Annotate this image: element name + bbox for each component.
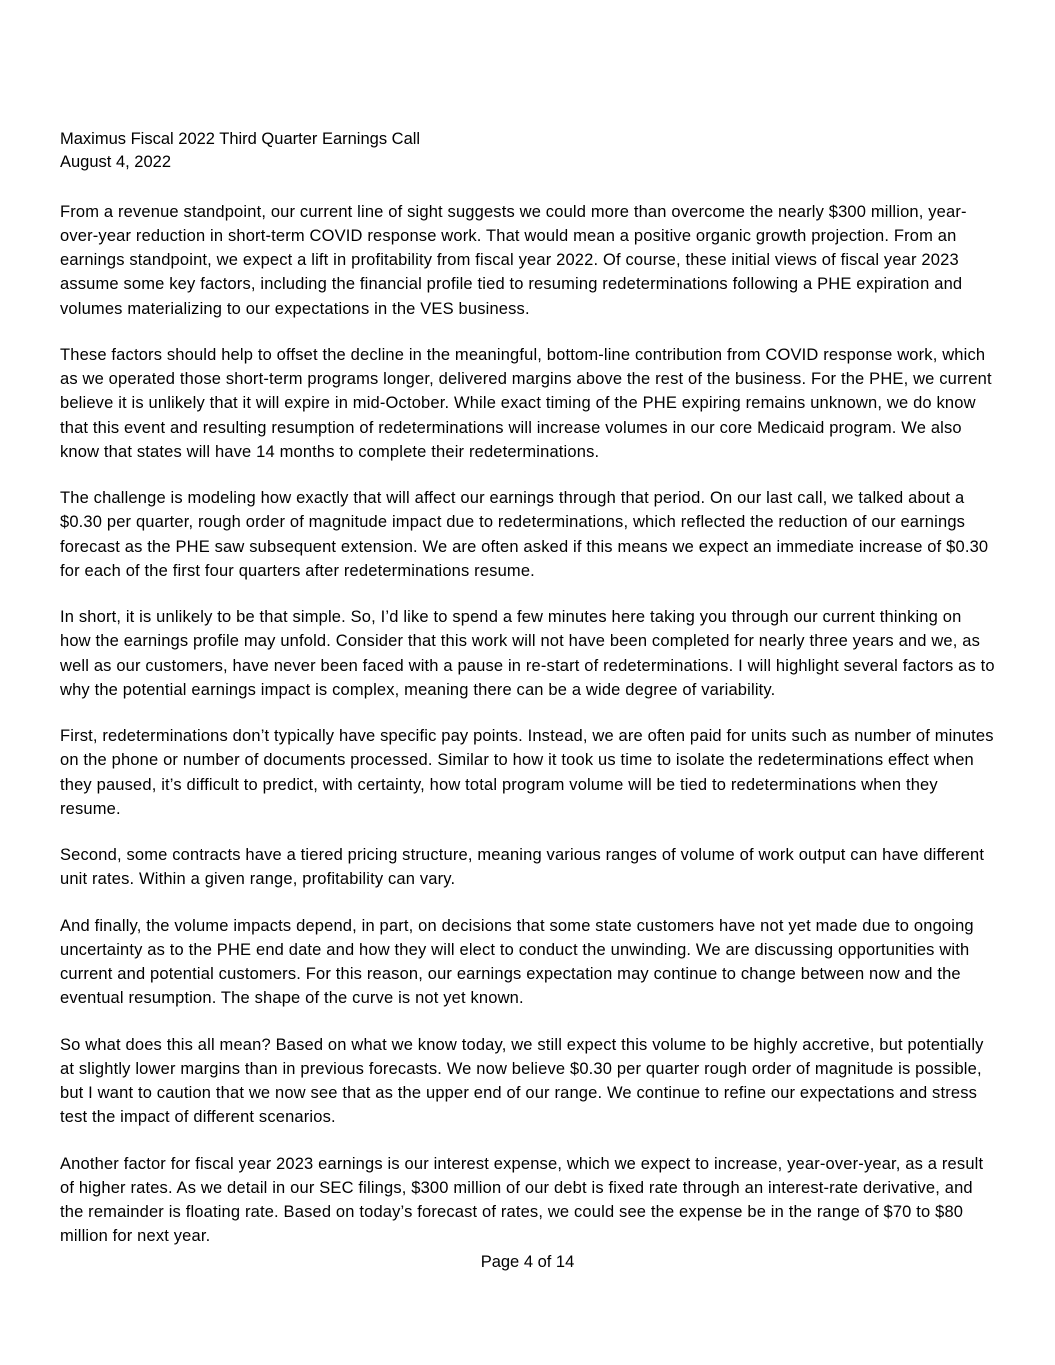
paragraph: The challenge is modeling how exactly that will affect our earnings through that period. On our last call, we talked about a $0.30 per quarter, rough order of magnitude impact due to redeterminations, which reflected the reduction of our earnings forecast as the PHE saw subsequent extension. We are often asked if this means we expect an immediate increase of $0.30 for each of the first four quarters after redeterminations resume. (60, 489, 989, 580)
document-date: August 4, 2022 (60, 152, 172, 171)
paragraph: Second, some contracts have a tiered pricing structure, meaning various ranges of volume of work output can have different unit rates. Within a given range, profitability can vary. (60, 846, 985, 889)
paragraph: In short, it is unlikely to be that simple. So, I’d like to spend a few minutes here taking you through our current thinking on how the earnings profile may unfold. Consider that this work will not have been completed for nearly three years and we, as well as our customers, have never been faced with a pause in re-start of redeterminations. I will highlight several factors as to why the potential earnings impact is complex, meaning there can be a wide degree of variability. (60, 608, 995, 699)
page-footer: Page 4 of 14 (480, 1253, 575, 1271)
paragraph: So what does this all mean? Based on what we know today, we still expect this volume to be highly accretive, but potentially at slightly lower margins than in previous forecasts. We now believe $0.30 per quarter rough order of magnitude is possible, but I want to caution that we now see that as the upper end of our range. We continue to refine our expectations and stress test the impact of different scenarios. (60, 1035, 984, 1127)
paragraph: First, redeterminations don’t typically have specific pay points. Instead, we are often paid for units such as number of minutes on the phone or number of documents processed. Similar to how it took us time to isolate the redeterminations effect when they paused, it’s difficult to predict, with certainty, how total program volume will be tied to redeterminations when they resume. (60, 727, 994, 818)
document-title: Maximus Fiscal 2022 Third Quarter Earnings Call (60, 130, 421, 148)
paragraph: These factors should help to offset the decline in the meaningful, bottom-line contribution from COVID response work, which as we operated those short-term programs longer, delivered margins above the rest of the business. For the PHE, we current believe it is unlikely that it will expire in mid-October. While exact timing of the PHE expiring remains unknown, we do know that this event and resulting resumption of redeterminations will increase volumes in our core Medicaid program. We also know that states will have 14 months to complete their redeterminations. (60, 345, 992, 461)
paragraph: And finally, the volume impacts depend, in part, on decisions that some state customers have not yet made due to ongoing uncertainty as to the PHE end date and how they will elect to conduct the unwinding. We are discussing opportunities with current and potential customers. For this reason, our earnings expectation may continue to change between now and the eventual resumption. The shape of the curve is not yet known. (60, 916, 974, 1008)
document-header (60, 128, 995, 174)
paragraph: Another factor for fiscal year 2023 earnings is our interest expense, which we expect to increase, year-over-year, as a result of higher rates. As we detail in our SEC filings, $300 million of our debt is fixed rate through an interest-rate derivative, and the remainder is floating rate. Based on today’s forecast of rates, we could see the expense be in the range of $70 to $80 million for next year. (60, 1154, 984, 1246)
document-body (60, 200, 995, 1249)
paragraph: From a revenue standpoint, our current line of sight suggests we could more than overcome the nearly $300 million, year-over-year reduction in short-term COVID response work. That would mean a positive organic growth projection. From an earnings standpoint, we expect a lift in profitability from fiscal year 2022. Of course, these initial views of fiscal year 2023 assume some key factors, including the financial profile tied to resuming redeterminations following a PHE expiration and volumes materializing to our expectations in the VES business. (60, 202, 967, 318)
